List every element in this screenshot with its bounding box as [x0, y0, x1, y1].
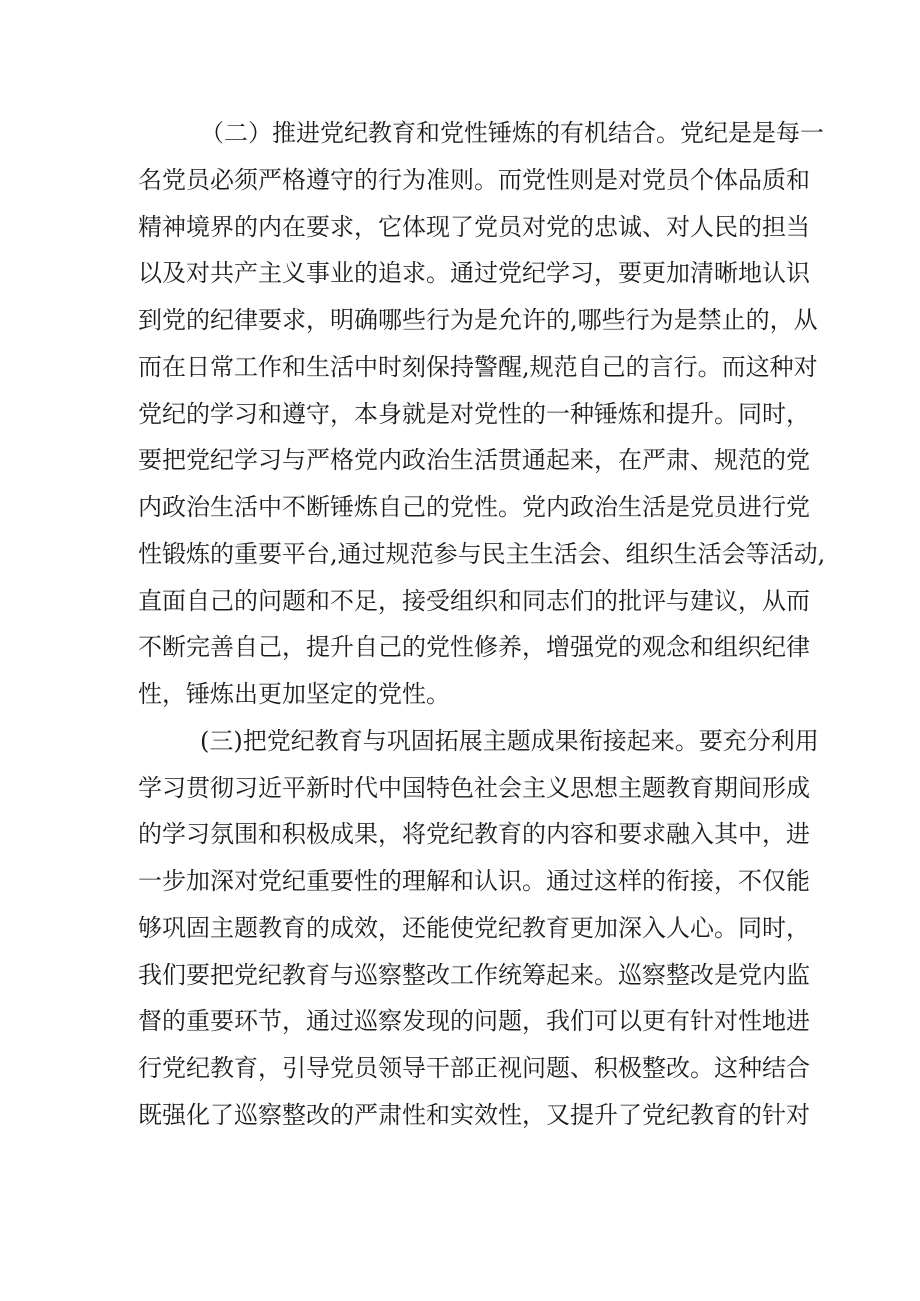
paragraph-line: 要把党纪学习与严格党内政治生活贯通起来，在严肃、规范的党: [138, 446, 810, 475]
paragraph-line: 行党纪教育，引导党员领导干部正视问题、积极整改。这种结合: [138, 1054, 810, 1082]
document-body: [138, 110, 826, 1139]
paragraph-line: 我们要把党纪教育与巡察整改工作统筹起来。巡察整改是党内监: [138, 960, 810, 989]
paragraph-line: 学习贯彻习近平新时代中国特色社会主义思想主题教育期间形成: [138, 773, 810, 802]
paragraph-line: 既强化了巡察整改的严肃性和实效性，又提升了党纪教育的针对: [138, 1100, 810, 1129]
paragraph-line: 精神境界的内在要求，它体现了党员对党的忠诚、对人民的担当: [138, 212, 810, 241]
paragraph-line: 性锻炼的重要平台,通过规范参与民主生活会、组织生活会等活动,: [138, 539, 826, 568]
paragraph-line: 够巩固主题教育的成效，还能使党纪教育更加深入人心。同时，: [138, 913, 810, 942]
paragraph-line: （二）推进党纪教育和党性锤炼的有机结合。党纪是是每一: [200, 119, 824, 147]
paragraph-2: [138, 110, 826, 718]
paragraph-line: 直面自己的问题和不足，接受组织和同志们的批评与建议，从而: [138, 586, 810, 615]
paragraph-line: 督的重要环节，通过巡察发现的问题，我们可以更有针对性地进: [138, 1007, 810, 1036]
paragraph-line: 以及对共产主义事业的追求。通过党纪学习，要更加清晰地认识: [138, 259, 810, 288]
paragraph-line: 党纪的学习和遵守，本身就是对党性的一种锤炼和提升。同时，: [138, 399, 810, 428]
paragraph-3: [138, 718, 819, 1139]
paragraph-line: 名党员必须严格遵守的行为准则。而党性则是对党员个体品质和: [138, 165, 810, 194]
paragraph-line: 不断完善自己，提升自己的党性修养，增强党的观念和组织纪律: [138, 633, 810, 662]
paragraph-line: (三)把党纪教育与巩固拓展主题成果衔接起来。要充分利用: [200, 726, 819, 755]
paragraph-line: 到党的纪律要求，明确哪些行为是允许的,哪些行为是禁止的，从: [138, 306, 818, 334]
paragraph-line: 性，锤炼出更加坚定的党性。: [138, 680, 450, 708]
paragraph-line: 而在日常工作和生活中时刻保持警醒,规范自己的言行。而这种对: [138, 352, 818, 381]
paragraph-line: 的学习氛围和积极成果，将党纪教育的内容和要求融入其中，进: [138, 820, 810, 849]
paragraph-line: 一步加深对党纪重要性的理解和认识。通过这样的衔接，不仅能: [138, 867, 810, 895]
paragraph-line: 内政治生活中不断锤炼自己的党性。党内政治生活是党员进行党: [138, 493, 810, 521]
